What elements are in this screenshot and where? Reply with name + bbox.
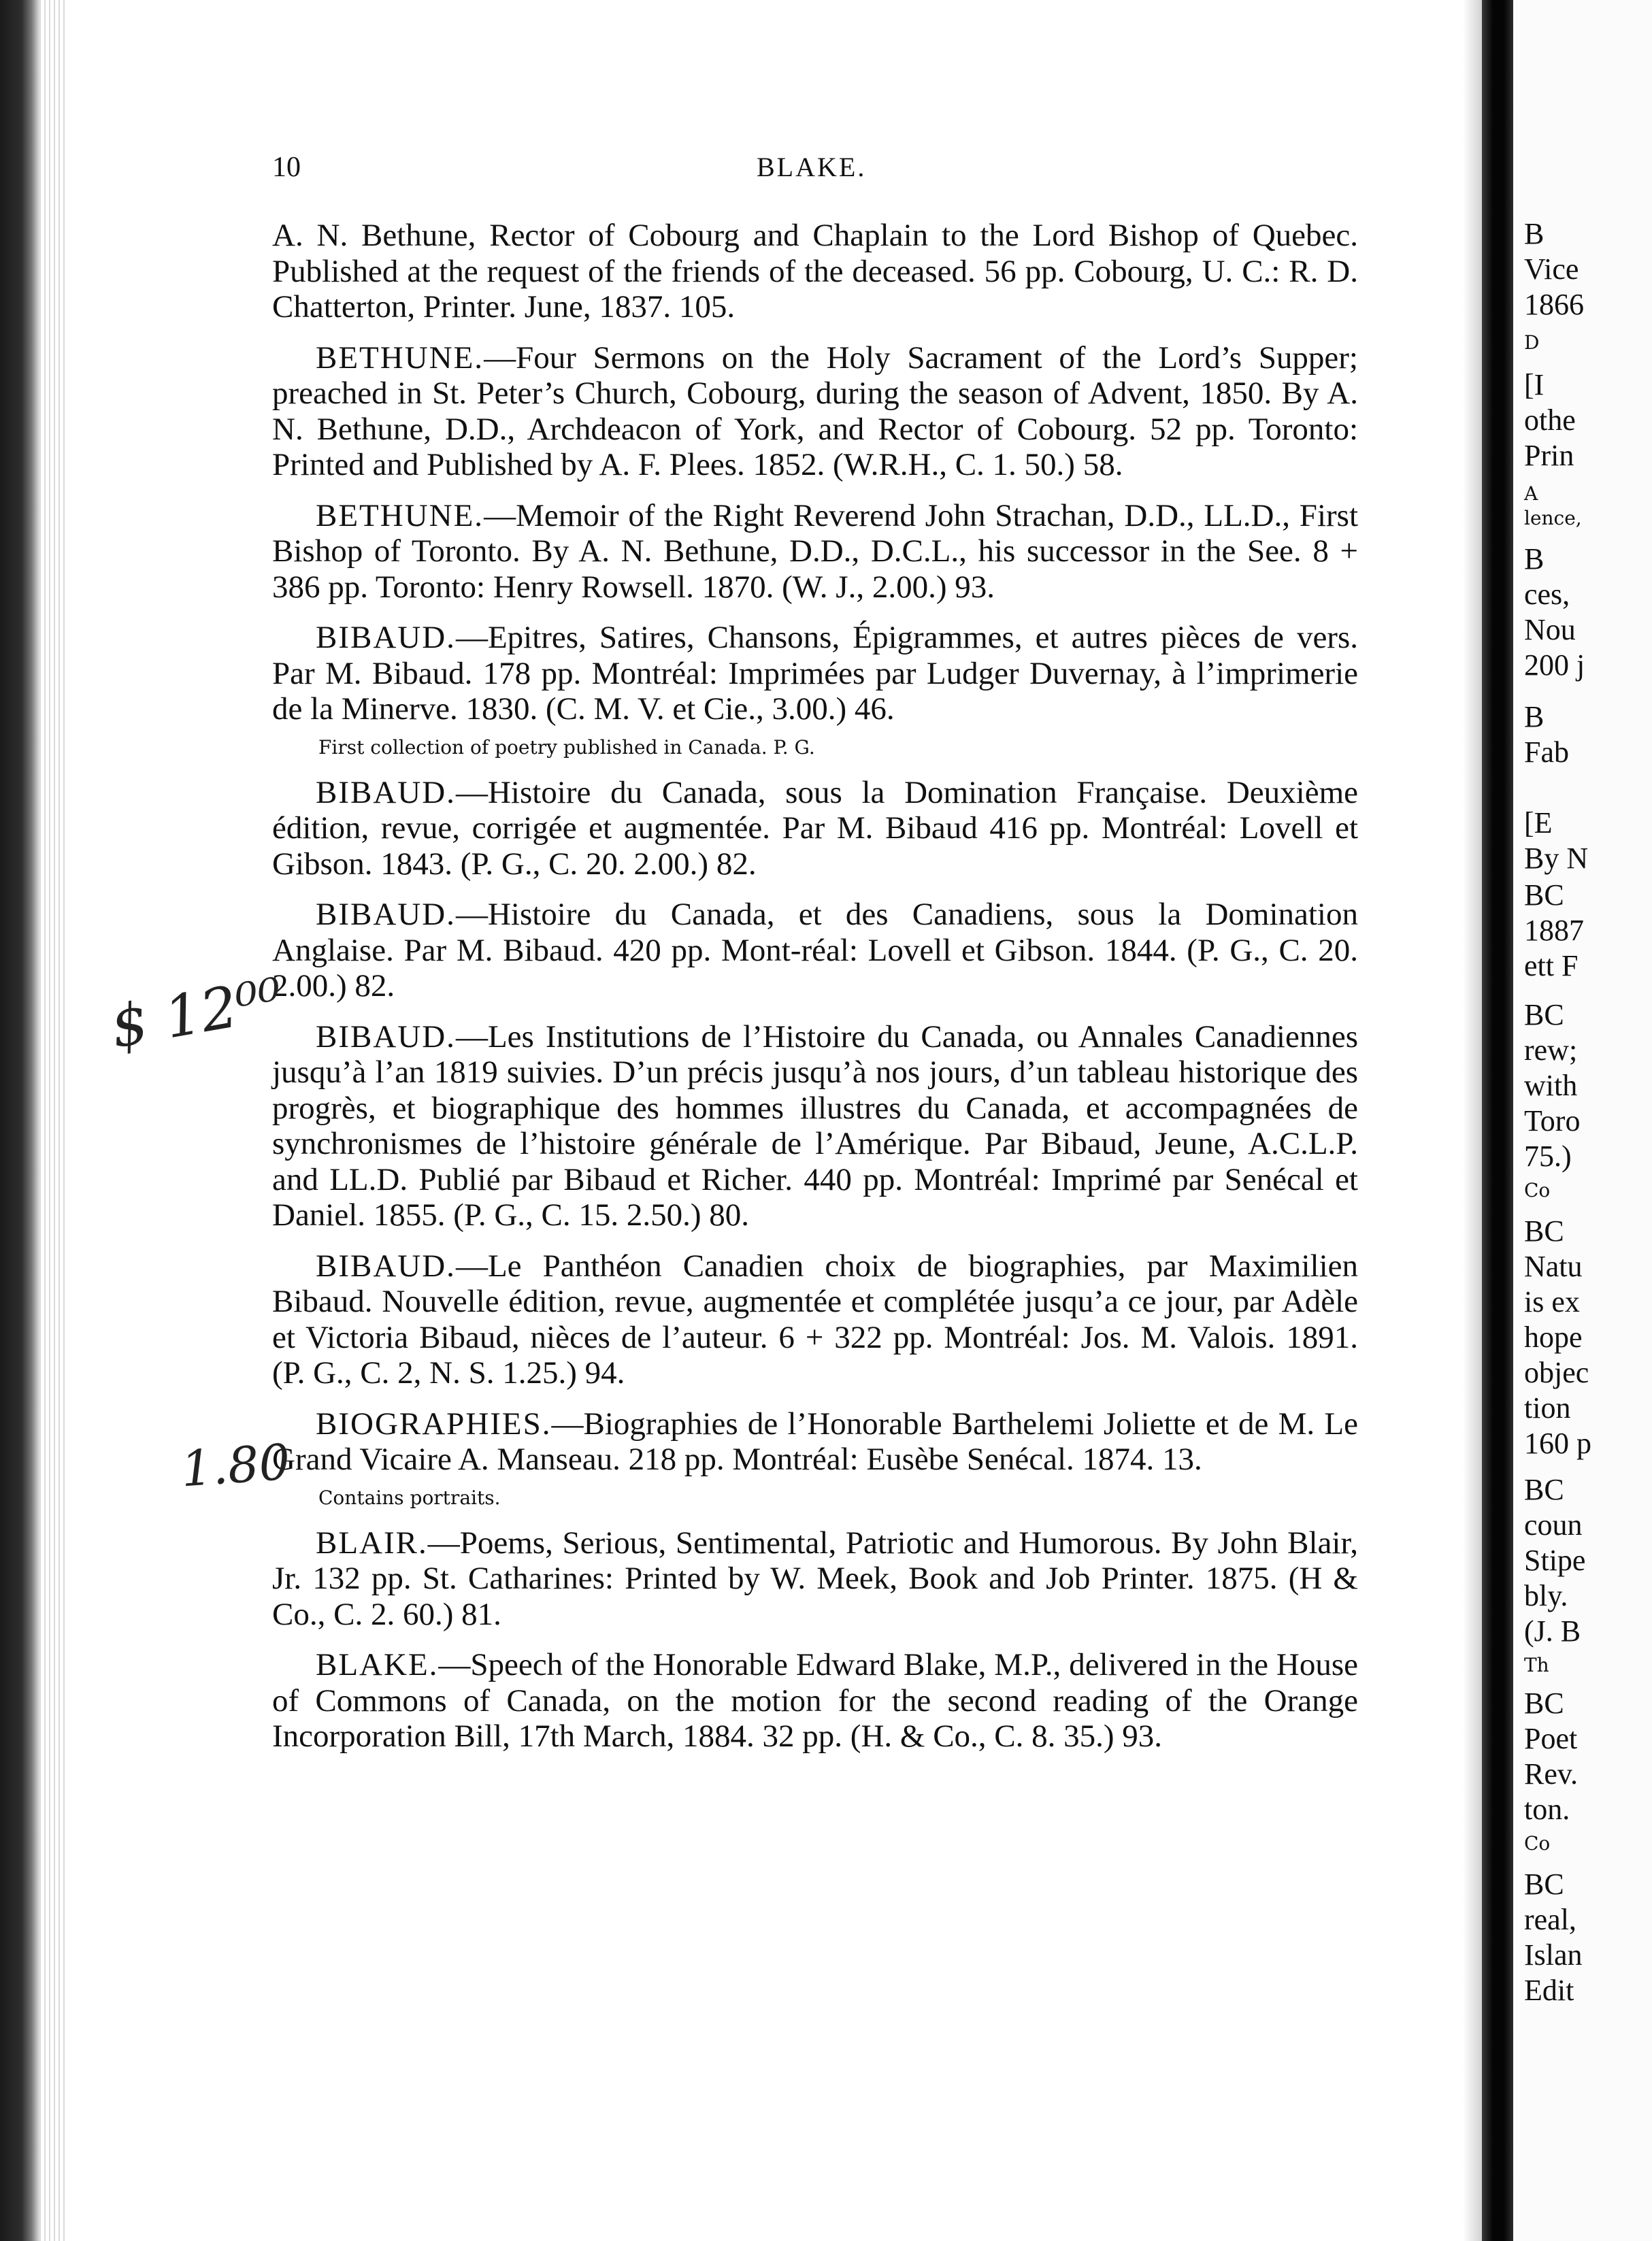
facing-page-line: ett F	[1524, 949, 1579, 982]
facing-page-fragment	[1513, 0, 1652, 2241]
facing-page-line: BC	[1524, 1473, 1564, 1506]
facing-page-line: tion	[1524, 1391, 1571, 1425]
facing-page-line: objec	[1524, 1356, 1589, 1389]
facing-page-line: D	[1524, 331, 1540, 354]
entry-note: First collection of poetry published in Canada. P. G.	[318, 735, 815, 759]
handwritten-price-note: $ 12⁰⁰	[105, 965, 288, 1061]
bibliography-entry	[272, 218, 1358, 325]
entry-body: —Poems, Serious, Sentimental, Patriotic and Humorous. By John Blair, Jr. 132 pp. St. Catharines: Printed by W. Meek, Book and Job Printer. 1875. (H & Co., C. 2. 60.) 81.	[272, 1525, 1358, 1632]
entry-heading: BLAKE.	[316, 1647, 439, 1682]
entry-body: —Histoire du Canada, sous la Domination Française. Deuxième édition, revue, corrigée et augmentée. Par M. Bibaud 416 pp. Montréal: Lovell et Gibson. 1843. (P. G., C. 20. 2.00.) 82.	[272, 774, 1358, 882]
facing-page-line: B	[1524, 542, 1544, 576]
handwritten-price-note: 1.80	[179, 1433, 293, 1498]
entry-heading: BIOGRAPHIES.	[316, 1406, 552, 1442]
entry-heading: BIBAUD.	[316, 620, 456, 655]
facing-page-line: Islan	[1524, 1938, 1583, 1972]
bibliography-entry	[272, 498, 1358, 605]
facing-page-line: 1866	[1524, 288, 1584, 321]
facing-page-line: rew;	[1524, 1033, 1578, 1067]
bibliography-text	[272, 218, 1358, 1755]
facing-page-line: Stipe	[1524, 1544, 1586, 1577]
bibliography-entry	[272, 1525, 1358, 1633]
facing-page-line: real,	[1524, 1903, 1576, 1936]
facing-page-line: Natu	[1524, 1250, 1583, 1283]
page-stack-edges	[39, 0, 67, 2241]
facing-page-line: Th	[1524, 1654, 1549, 1676]
facing-page-line: BC	[1524, 1687, 1564, 1720]
page-number: 10	[272, 152, 301, 183]
facing-page-line: [E	[1524, 806, 1553, 840]
facing-page-line: is ex	[1524, 1285, 1580, 1318]
entry-heading: BETHUNE.	[316, 339, 484, 376]
book-spine	[1482, 0, 1513, 2241]
facing-page-line: Co	[1524, 1832, 1551, 1855]
book-edge-left	[0, 0, 39, 2241]
facing-page-line: ton.	[1524, 1793, 1570, 1826]
facing-page-line: (J. B	[1524, 1614, 1581, 1648]
facing-page-line: BC	[1524, 998, 1564, 1031]
facing-page-line: Prin	[1524, 439, 1574, 472]
facing-page-line: ces,	[1524, 578, 1570, 611]
entry-heading: BIBAUD.	[316, 897, 456, 932]
bibliography-entry	[272, 340, 1358, 483]
facing-page-line: A	[1524, 482, 1538, 505]
entry-body: —Memoir of the Right Reverend John Strachan, D.D., LL.D., First Bishop of Toronto. By A. N. Bethune, D.D., D.C.L., his successor in the See. 8 + 386 pp. Toronto: Henry Rowsell. 1870. (W. J., 2.00.) 93.	[272, 497, 1358, 605]
facing-page-line: bly.	[1524, 1579, 1568, 1612]
entry-heading: BIBAUD.	[316, 1018, 456, 1055]
facing-page-line: Co	[1524, 1179, 1551, 1201]
facing-page-line: B	[1524, 217, 1544, 250]
entry-body: —Histoire du Canada, et des Canadiens, sous la Domination Anglaise. Par M. Bibaud. 420 pp. Mont-réal: Lovell et Gibson. 1844. (P. G., C. 20. 2.00.) 82.	[272, 897, 1358, 1003]
entry-heading: BETHUNE.	[316, 497, 484, 533]
page-gutter	[1463, 0, 1483, 2241]
facing-page-line: hope	[1524, 1321, 1583, 1354]
facing-page-line: Vice	[1524, 252, 1579, 286]
entry-body: —Biographies de l’Honorable Barthelemi Joliette et de M. Le Grand Vicaire A. Manseau. 218 pp. Montréal: Eusèbe Senécal. 1874. 13.	[272, 1406, 1358, 1477]
facing-page-line: By N	[1524, 842, 1589, 875]
facing-page-line: 160 p	[1524, 1427, 1591, 1460]
entry-body: —Epitres, Satires, Chansons, Épigrammes, et autres pièces de vers. Par M. Bibaud. 178 pp. Montréal: Imprimées par Ludger Duvernay, à l’imprimerie de la Minerve. 1830. (C. M. V. et Cie., 3.00.) 46.	[272, 620, 1358, 727]
facing-page-line: Nou	[1524, 613, 1576, 646]
facing-page-line: Poet	[1524, 1722, 1578, 1755]
facing-page-line: othe	[1524, 403, 1576, 437]
facing-page-line: BC	[1524, 1214, 1564, 1248]
facing-page-line: BC	[1524, 878, 1564, 912]
facing-page-line: [I	[1524, 368, 1544, 401]
facing-page-line: 1887	[1524, 914, 1584, 947]
entry-body: —Les Institutions de l’Histoire du Canada, ou Annales Canadiennes jusqu’à l’an 1819 suivies. D’un précis jusqu’à nos jours, d’un tableau historique des progrès, et biographique des hommes illustres du Canada, et accompagnées de synchronismes de l’histoire générale de l’Amérique. Par Bibaud, Jeune, A.C.L.P. and LL.D. Publié par Bibaud et Richer. 440 pp. Montréal: Imprimé par Senécal et Daniel. 1855. (P. G., C. 15. 2.50.) 80.	[272, 1018, 1358, 1233]
running-head-title: BLAKE.	[757, 152, 867, 182]
bibliography-entry	[272, 1248, 1358, 1391]
entry-heading: BIBAUD.	[316, 774, 456, 810]
facing-page-line: Fab	[1524, 735, 1569, 769]
entry-heading: BLAIR.	[316, 1525, 428, 1561]
facing-page-line: B	[1524, 700, 1544, 733]
facing-page-line: Toro	[1524, 1104, 1581, 1138]
entry-body: —Speech of the Honorable Edward Blake, M.P., delivered in the House of Commons of Canada, on the motion for the second reading of the Orange Incorporation Bill, 17th March, 1884. 32 pp. (H. & Co., C. 8. 35.) 93.	[272, 1647, 1358, 1754]
facing-page-line: Rev.	[1524, 1757, 1579, 1791]
facing-page-line: coun	[1524, 1508, 1583, 1542]
bibliography-entry	[272, 620, 1358, 727]
facing-page-line: 75.)	[1524, 1140, 1572, 1173]
bibliography-entry	[272, 1406, 1358, 1478]
entry-body: A. N. Bethune, Rector of Cobourg and Chaplain to the Lord Bishop of Quebec. Published at the request of the friends of the deceased. 56 pp. Cobourg, U. C.: R. D. Chatterton, Printer. June, 1837. 105.	[272, 218, 1358, 325]
bibliography-entry	[272, 897, 1358, 1004]
facing-page-line: with	[1524, 1069, 1578, 1102]
entry-heading: BIBAUD.	[316, 1248, 456, 1284]
facing-page-line: 200 j	[1524, 648, 1585, 682]
bibliography-entry	[272, 1019, 1358, 1233]
bibliography-entry	[272, 1647, 1358, 1755]
facing-page-line: lence,	[1524, 507, 1582, 529]
facing-page-line: Edit	[1524, 1974, 1574, 2007]
entry-body: —Le Panthéon Canadien choix de biographies, par Maximilien Bibaud. Nouvelle édition, revue, augmentée et complétée jusqu’a ce jour, par Adèle et Victoria Bibaud, nièces de l’auteur. 6 + 322 pp. Montréal: Jos. M. Valois. 1891. (P. G., C. 2, N. S. 1.25.) 94.	[272, 1248, 1358, 1391]
bibliography-entry	[272, 775, 1358, 882]
running-head	[272, 151, 1361, 192]
entry-note: Contains portraits.	[318, 1486, 501, 1509]
entry-body: —Four Sermons on the Holy Sacrament of the Lord’s Supper; preached in St. Peter’s Church, Cobourg, during the season of Advent, 1850. By A. N. Bethune, D.D., Archdeacon of York, and Rector of Cobourg. 52 pp. Toronto: Printed and Published by A. F. Plees. 1852. (W.R.H., C. 1. 50.) 58.	[272, 339, 1358, 482]
facing-page-line: BC	[1524, 1868, 1564, 1901]
